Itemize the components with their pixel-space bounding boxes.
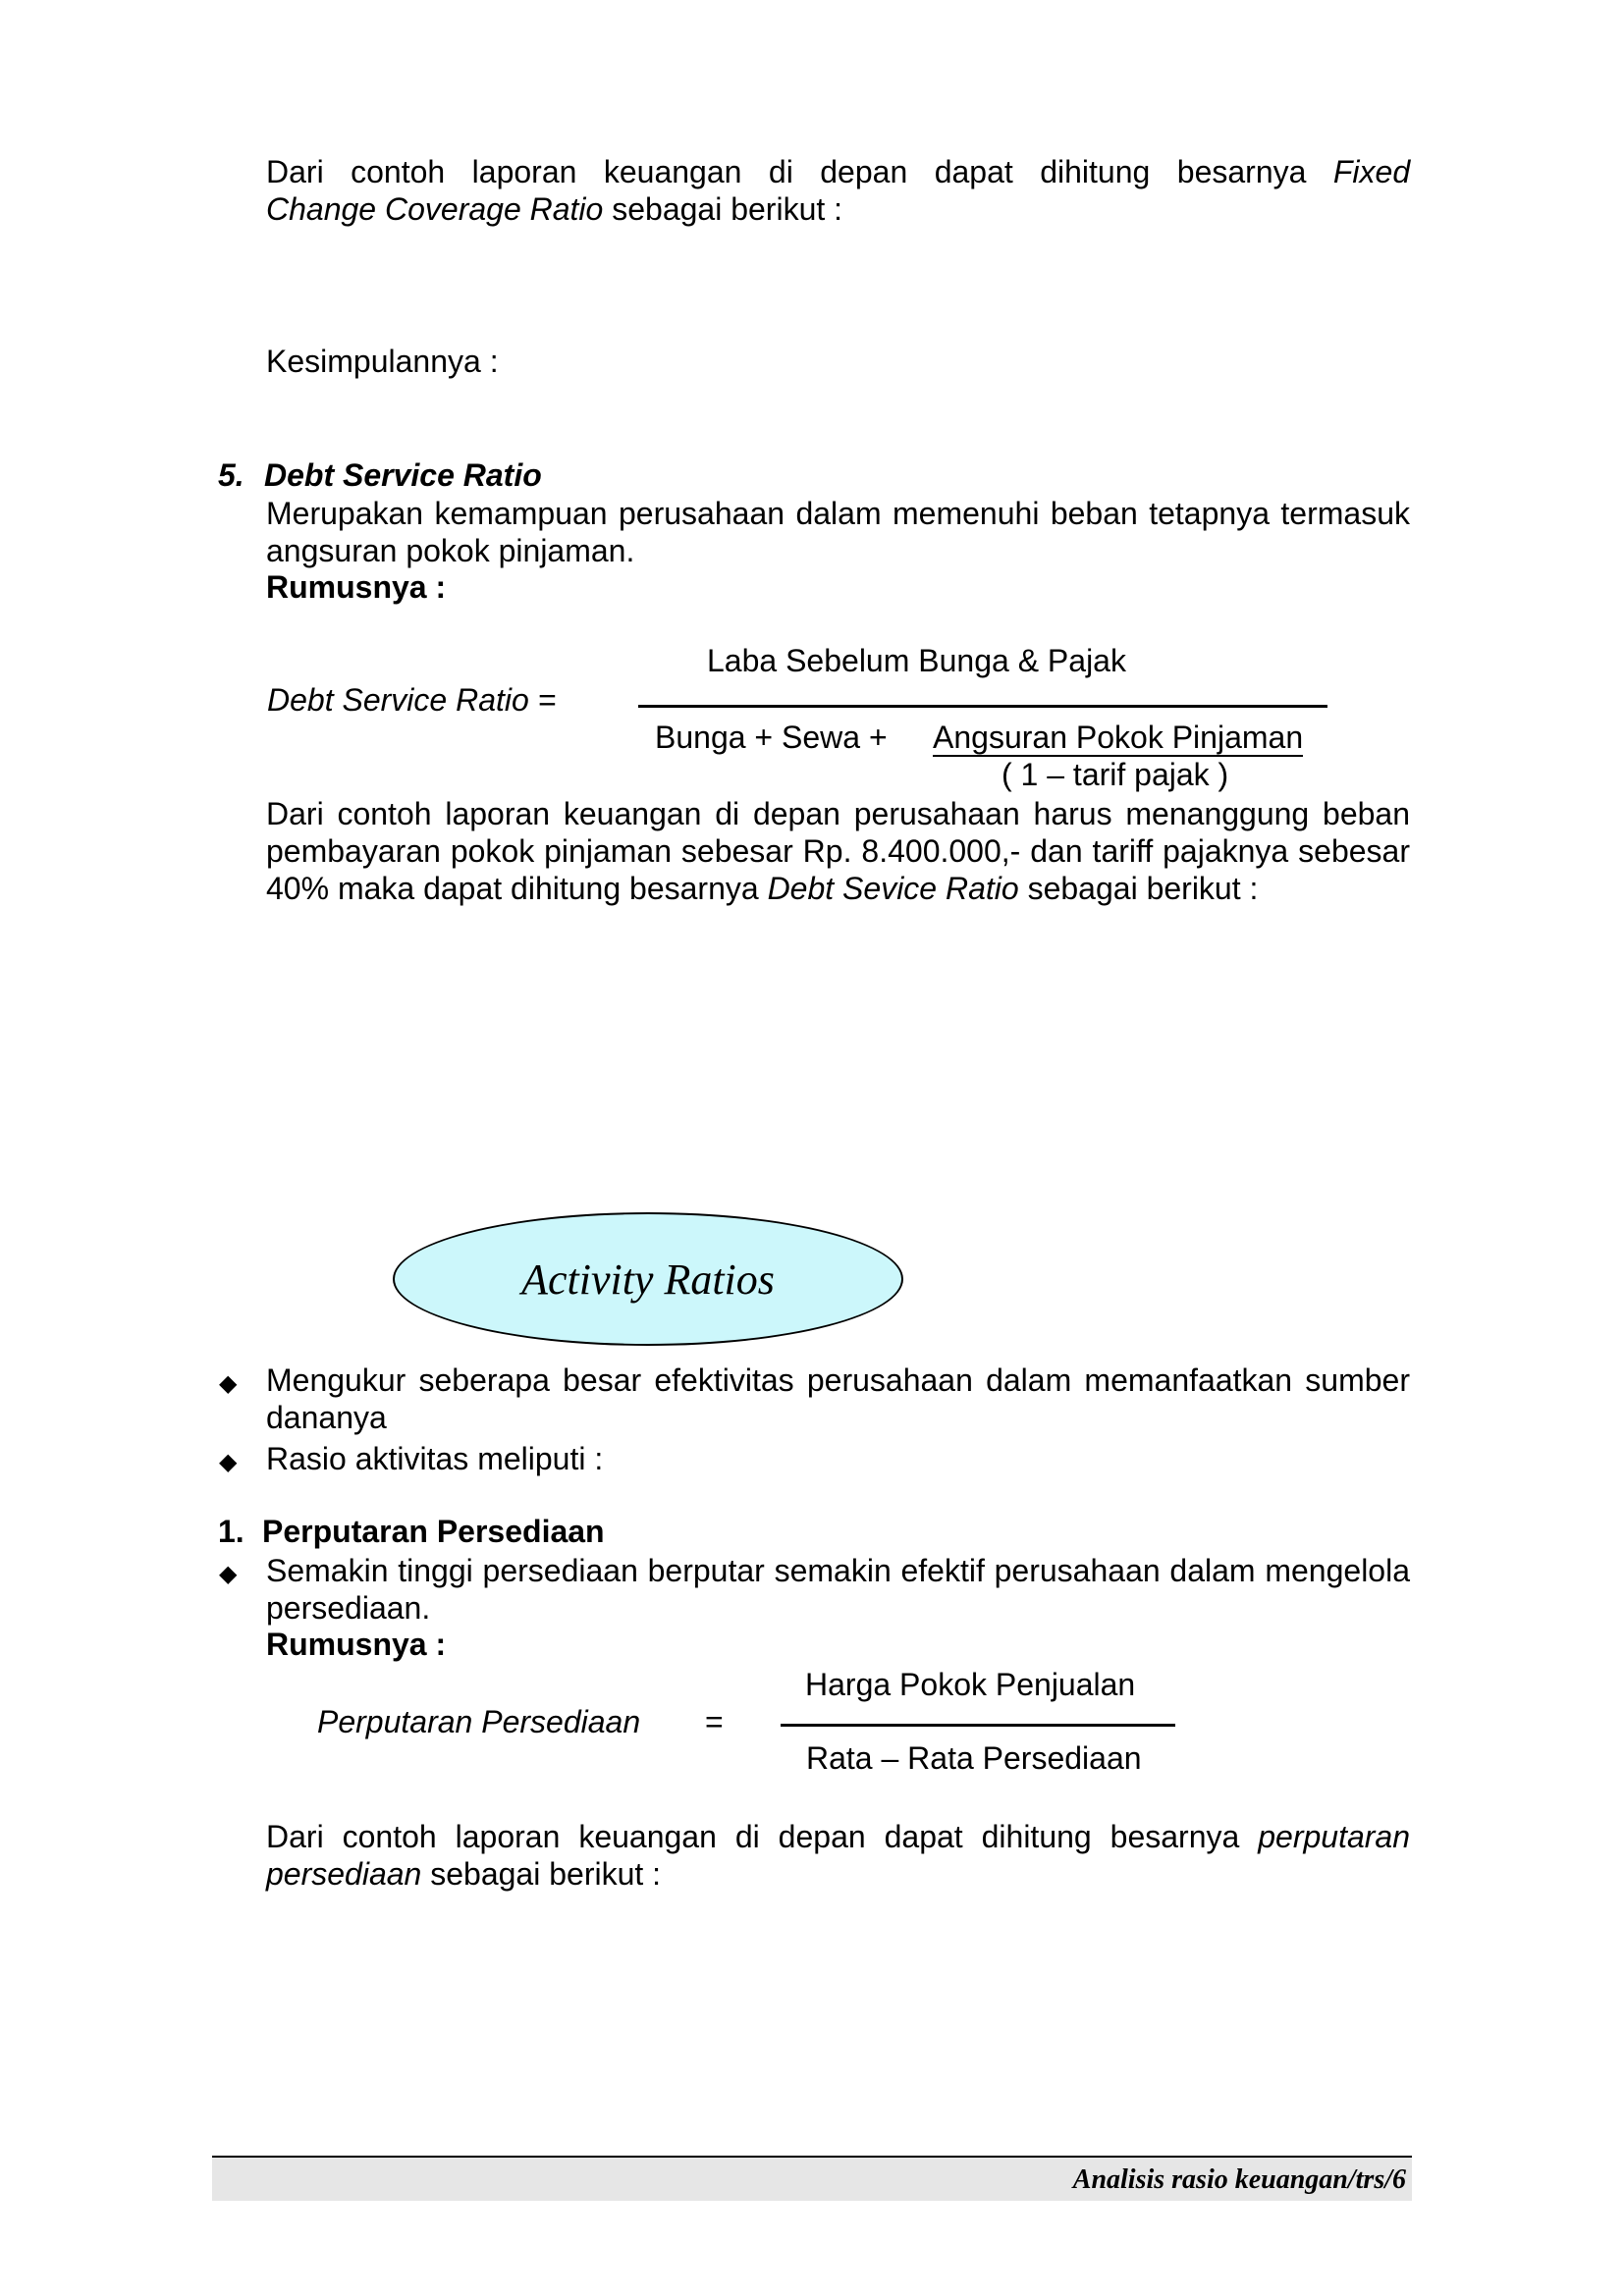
diamond-bullet-icon: ◆ [219, 1370, 238, 1397]
activity-ratios-heading: Activity Ratios [521, 1255, 775, 1304]
footer-text: Analisis rasio keuangan/trs/6 [1072, 2164, 1406, 2195]
intro-line-1: Dari contoh laporan keuangan di depan dapat dihitung besarnya Fixed [266, 154, 1411, 189]
dsr-installment-term: Angsuran Pokok Pinjaman [933, 720, 1304, 755]
diamond-bullet-icon: ◆ [219, 1449, 238, 1475]
section5-title: Debt Service Ratio [264, 457, 542, 493]
section1-title: Perputaran Persediaan [262, 1514, 605, 1549]
section5-formula-label: Rumusnya : [266, 569, 447, 605]
activity-bullet-1: Mengukur seberapa besar efektivitas perusahaan dalam memanfaatkan sumber dananya [266, 1362, 1410, 1435]
inventory-formula-lhs: Perputaran Persediaan [317, 1704, 641, 1739]
inventory-numerator: Harga Pokok Penjualan [805, 1667, 1136, 1702]
diamond-bullet-icon: ◆ [219, 1561, 238, 1587]
dsr-fraction-line [638, 705, 1327, 708]
section5-description: Merupakan kemampuan perusahaan dalam memenuhi beban tetapnya termasuk angsuran pokok pinjaman. [266, 496, 1410, 568]
dsr-tax-term: ( 1 – tarif pajak ) [1001, 757, 1229, 792]
section5-number: 5. [218, 457, 244, 493]
dsr-denominator-prefix: Bunga + Sewa + [655, 720, 888, 755]
section1-number: 1. [218, 1514, 244, 1549]
activity-ratios-ellipse [393, 1212, 903, 1346]
inventory-formula-equals: = [705, 1704, 724, 1739]
section1-bullet: Semakin tinggi persediaan berputar semakin efektif perusahaan dalam mengelola persediaan. [266, 1553, 1410, 1626]
intro-line-2: Change Coverage Ratio sebagai berikut : [266, 191, 843, 227]
dsr-formula-lhs: Debt Service Ratio = [267, 682, 557, 718]
section5-example: Dari contoh laporan keuangan di depan perusahaan harus menanggung beban pembayaran pokok pinjaman sebesar Rp. 8.400.000,- dan tariff pajaknya sebesar 40% maka dapat dihitung besarnya Debt Sevice Ratio sebagai berikut : [266, 796, 1410, 906]
conclusion-label: Kesimpulannya : [266, 344, 499, 379]
activity-bullet-2: Rasio aktivitas meliputi : [266, 1441, 604, 1476]
dsr-numerator: Laba Sebelum Bunga & Pajak [707, 643, 1126, 678]
inventory-fraction-line [781, 1724, 1175, 1727]
section1-example: Dari contoh laporan keuangan di depan dapat dihitung besarnya perputaran persediaan sebagai berikut : [266, 1819, 1410, 1892]
inventory-denominator: Rata – Rata Persediaan [806, 1740, 1142, 1776]
intro-paragraph [266, 153, 1410, 228]
section1-formula-label: Rumusnya : [266, 1627, 447, 1662]
